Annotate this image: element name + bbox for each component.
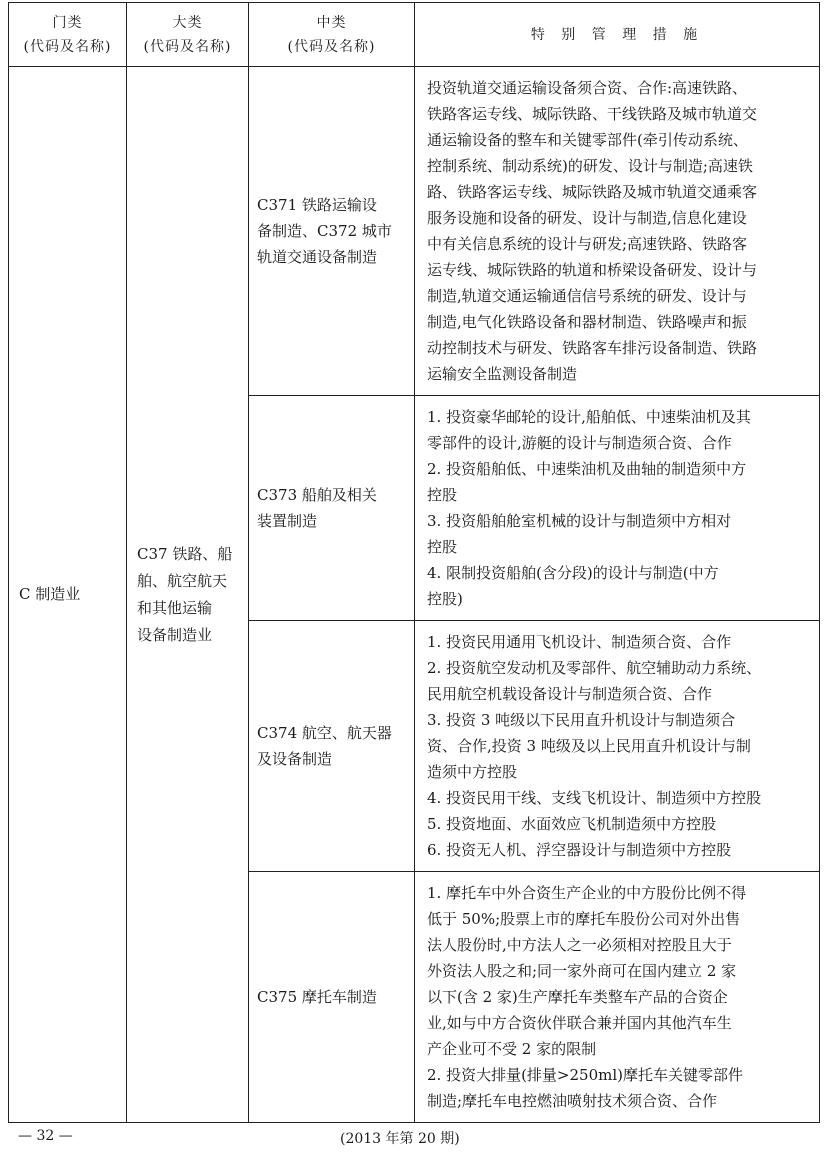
measure-line: 2. 投资船舶低、中速柴油机及曲轴的制造须中方 — [427, 460, 747, 478]
measures-cell — [415, 621, 820, 872]
measure-line: 4. 限制投资船舶(含分段)的设计与制造(中方 — [427, 564, 719, 582]
header-da — [127, 3, 249, 67]
measure-line: 外资法人股之和;同一家外商可在国内建立 2 家 — [427, 962, 737, 980]
zhong-line: 及设备制造 — [257, 750, 333, 768]
measure-line: 投资轨道交通运输设备须合资、合作:高速铁路、 — [427, 79, 748, 97]
men-category-cell — [9, 67, 127, 1123]
measure-line: 运专线、城际铁路的轨道和桥梁设备研发、设计与 — [427, 261, 758, 279]
measure-line: 控股 — [427, 486, 458, 504]
da-category-cell — [127, 67, 249, 1123]
da-category-line: C37 铁路、船 — [137, 544, 233, 563]
measure-line: 法人股份时,中方法人之一必须相对控股且大于 — [427, 936, 732, 954]
measures-cell — [415, 67, 820, 396]
measure-line: 产企业可不受 2 家的限制 — [427, 1040, 597, 1058]
measure-line: 4. 投资民用干线、支线飞机设计、制造须中方控股 — [427, 789, 762, 807]
zhong-cell — [249, 67, 415, 396]
zhong-line: 装置制造 — [257, 512, 318, 530]
measure-line: 民用航空机载设备设计与制造须合资、合作 — [427, 685, 713, 703]
measure-line: 3. 投资 3 吨级以下民用直升机设计与制造须合 — [427, 711, 736, 729]
issue-label: (2013 年第 20 期) — [340, 1131, 460, 1147]
zhong-line: C371 铁路运输设 — [257, 196, 377, 214]
header-men-sub: (代码及名称) — [23, 38, 112, 55]
measure-line: 1. 投资民用通用飞机设计、制造须合资、合作 — [427, 633, 732, 651]
measure-line: 动控制技术与研发、铁路客车排污设备制造、铁路 — [427, 339, 758, 357]
zhong-line: 轨道交通设备制造 — [257, 248, 378, 266]
measure-line: 控股) — [427, 590, 463, 608]
header-men — [9, 3, 127, 67]
measure-line: 业,如与中方合资伙伴联合兼并国内其他汽车生 — [427, 1014, 732, 1032]
table-row — [9, 67, 820, 396]
measure-line: 制造,轨道交通运输通信信号系统的研发、设计与 — [427, 287, 747, 305]
measures-cell — [415, 396, 820, 621]
measure-line: 铁路客运专线、城际铁路、干线铁路及城市轨道交 — [427, 105, 758, 123]
measures-table — [8, 2, 820, 1123]
measure-line: 服务设施和设备的研发、设计与制造,信息化建设 — [427, 209, 747, 227]
zhong-line: C373 船舶及相关 — [257, 486, 377, 504]
measure-line: 3. 投资船舶舱室机械的设计与制造须中方相对 — [427, 512, 732, 530]
measure-line: 中有关信息系统的设计与研发;高速铁路、铁路客 — [427, 235, 748, 253]
header-measures: 特 别 管 理 措 施 — [415, 3, 820, 67]
zhong-line: C374 航空、航天器 — [257, 724, 392, 742]
header-zhong — [249, 3, 415, 67]
header-zhong-title: 中类 — [316, 14, 347, 31]
da-category-line: 舶、航空航天 — [137, 571, 228, 590]
header-row — [9, 3, 820, 67]
zhong-line: 备制造、C372 城市 — [257, 222, 392, 240]
measure-line: 2. 投资航空发动机及零部件、航空辅助动力系统、 — [427, 659, 762, 677]
header-da-title: 大类 — [172, 14, 203, 31]
measure-line: 以下(含 2 家)生产摩托车类整车产品的合资企 — [427, 988, 728, 1006]
measure-line: 1. 摩托车中外合资生产企业的中方股份比例不得 — [427, 884, 747, 902]
men-category: C 制造业 — [19, 585, 81, 603]
measure-line: 制造,电气化铁路设备和器材制造、铁路噪声和振 — [427, 313, 747, 331]
measure-line: 制造;摩托车电控燃油喷射技术须合资、合作 — [427, 1092, 718, 1110]
measure-line: 6. 投资无人机、浮空器设计与制造须中方控股 — [427, 841, 732, 859]
measure-line: 5. 投资地面、水面效应飞机制造须中方控股 — [427, 815, 717, 833]
measure-line: 造须中方控股 — [427, 763, 518, 781]
measure-line: 1. 投资豪华邮轮的设计,船舶低、中速柴油机及其 — [427, 408, 751, 426]
zhong-line: C375 摩托车制造 — [257, 988, 377, 1006]
zhong-cell — [249, 872, 415, 1123]
measure-line: 通运输设备的整车和关键零部件(牵引传动系统、 — [427, 131, 748, 149]
measure-line: 控制系统、制动系统)的研发、设计与制造;高速铁 — [427, 157, 753, 175]
measure-line: 低于 50%;股票上市的摩托车股份公司对外出售 — [427, 910, 741, 928]
zhong-cell — [249, 396, 415, 621]
header-da-sub: (代码及名称) — [143, 38, 232, 55]
measure-line: 路、铁路客运专线、城际铁路及城市轨道交通乘客 — [427, 183, 758, 201]
measures-cell — [415, 872, 820, 1123]
da-category-line: 设备制造业 — [137, 625, 213, 644]
measure-line: 2. 投资大排量(排量>250ml)摩托车关键零部件 — [427, 1066, 744, 1084]
page-number: — 32 — — [18, 1128, 73, 1144]
measure-line: 运输安全监测设备制造 — [427, 365, 578, 383]
da-category-line: 和其他运输 — [137, 598, 213, 617]
measure-line: 资、合作,投资 3 吨级及以上民用直升机设计与制 — [427, 737, 751, 755]
zhong-cell — [249, 621, 415, 872]
header-men-title: 门类 — [52, 14, 83, 31]
header-zhong-sub: (代码及名称) — [287, 38, 376, 55]
measure-line: 零部件的设计,游艇的设计与制造须合资、合作 — [427, 434, 732, 452]
measure-line: 控股 — [427, 538, 458, 556]
